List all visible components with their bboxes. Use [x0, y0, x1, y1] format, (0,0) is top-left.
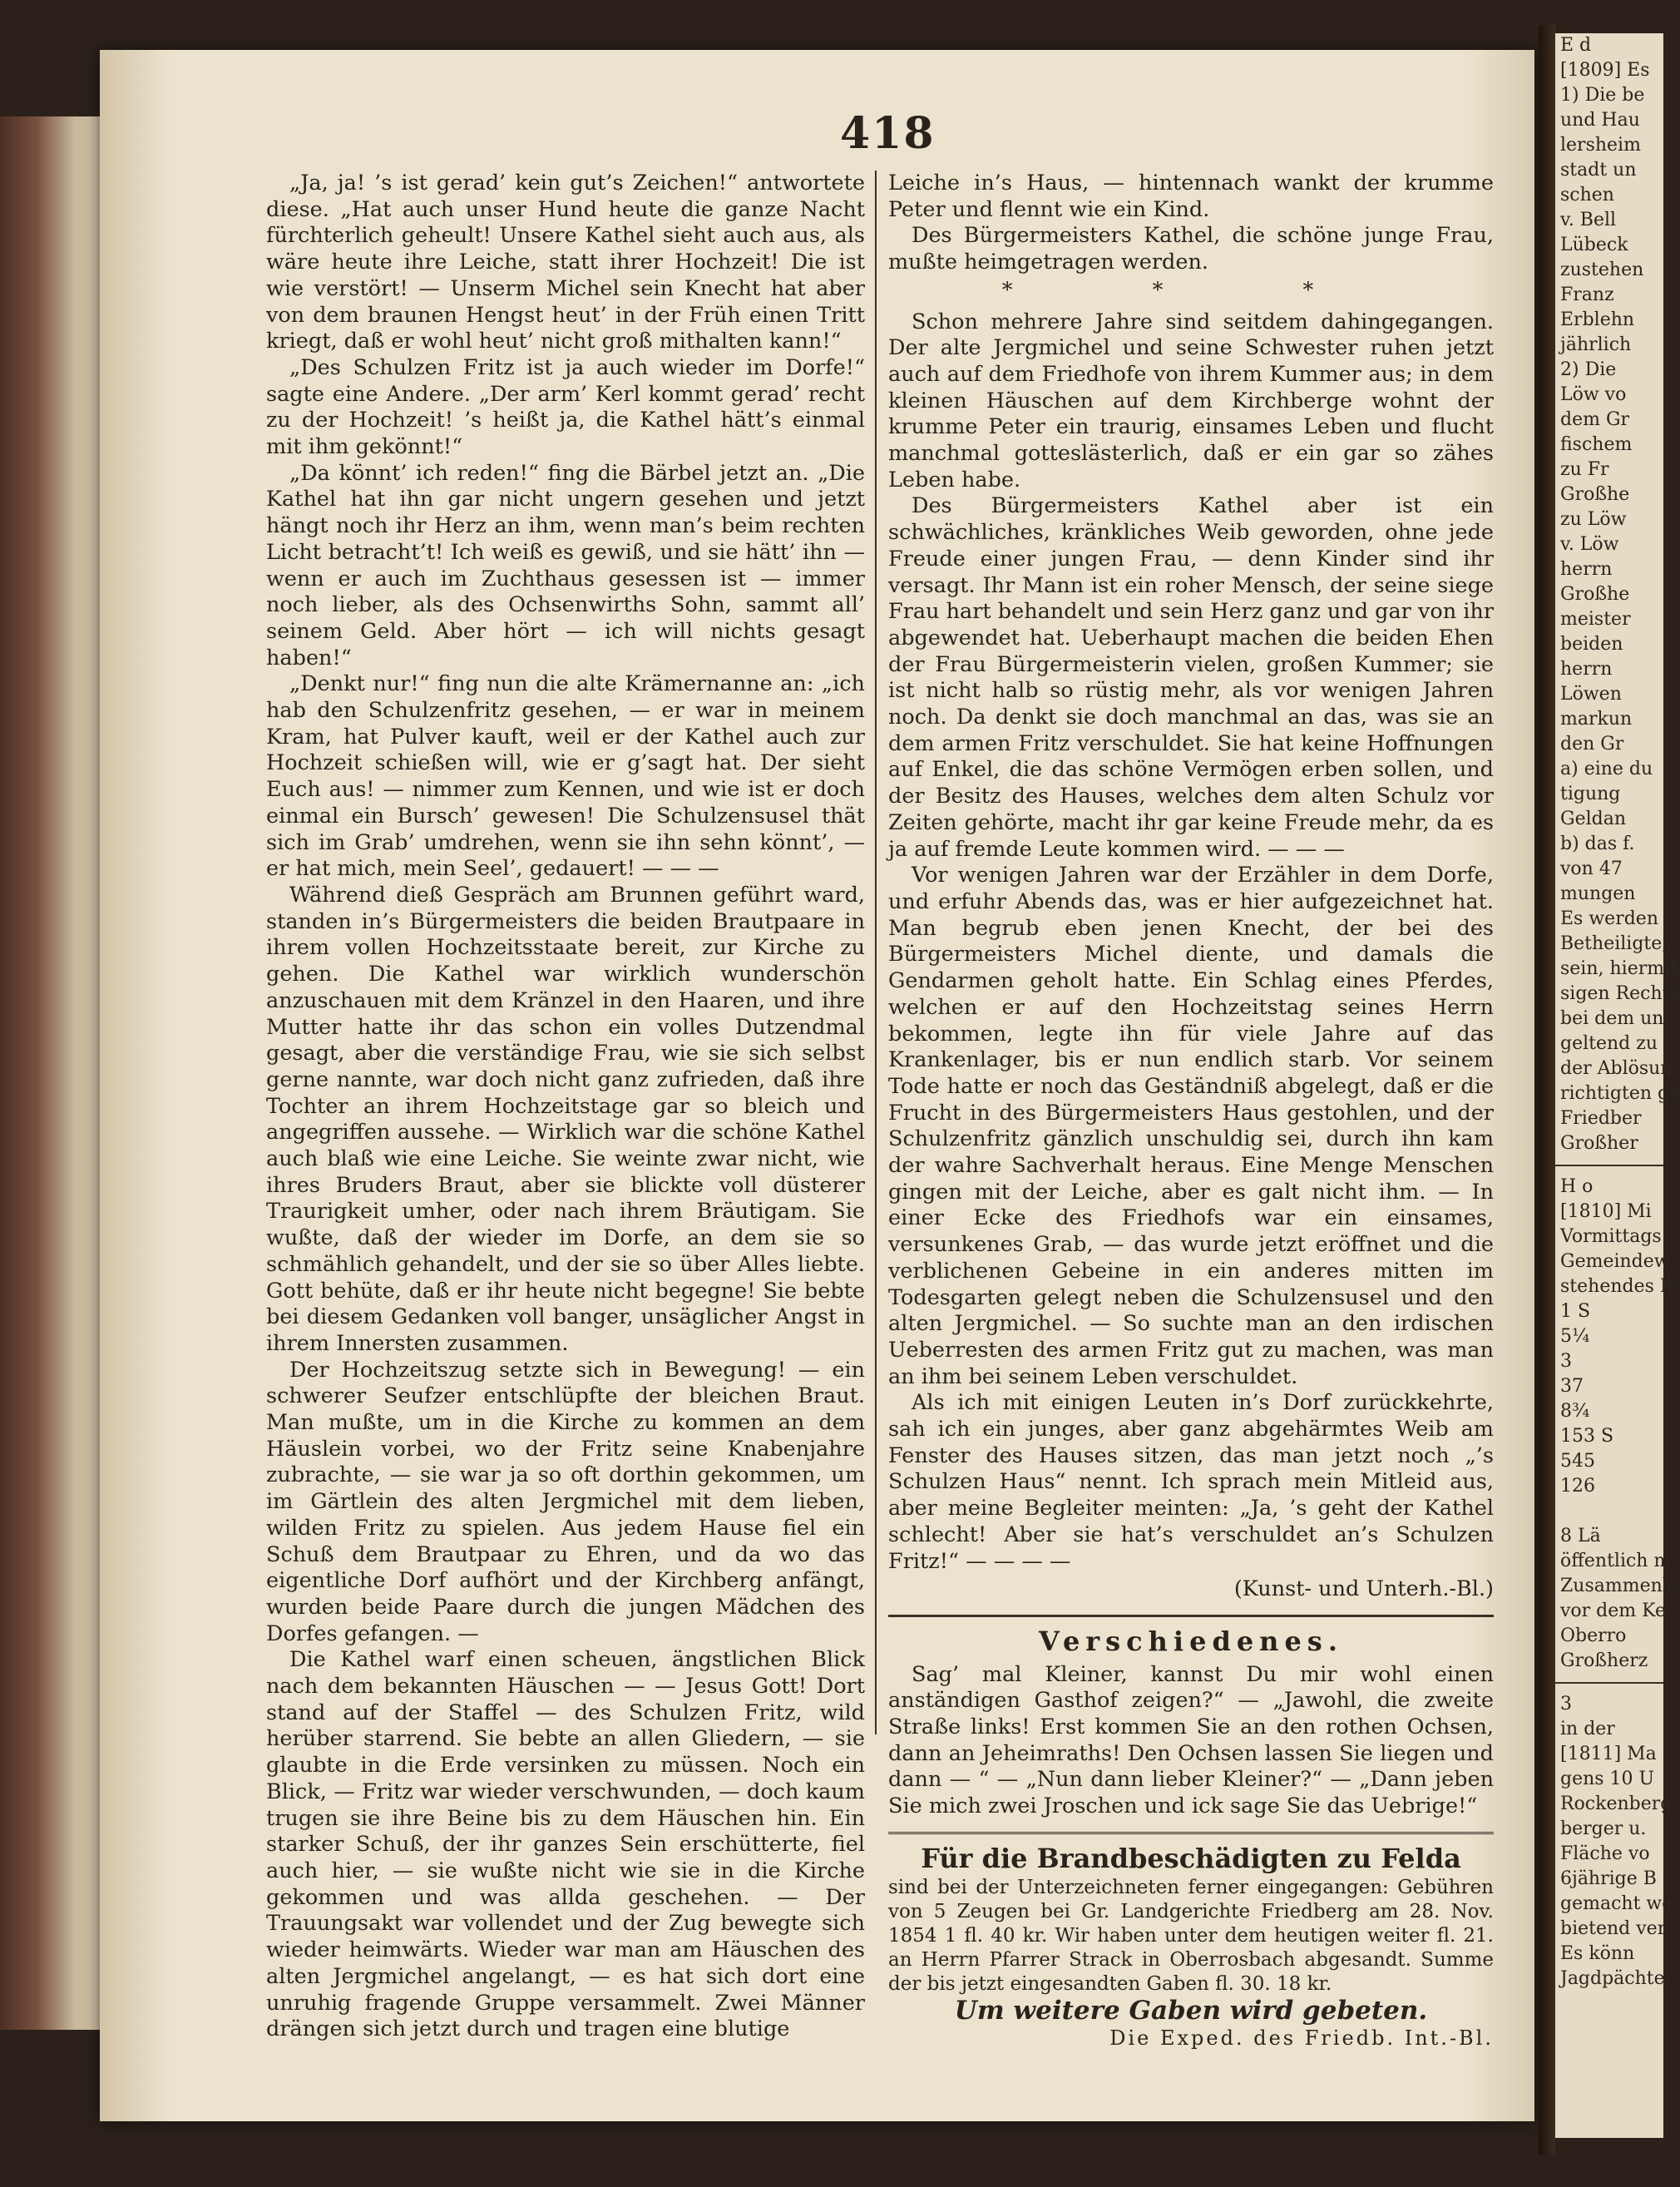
fragment-line: 1) Die be [1560, 85, 1645, 106]
fragment-line: schen [1560, 185, 1614, 205]
notice-signature: Die Exped. des Friedb. Int.-Bl. [1109, 2026, 1494, 2051]
fragment-line: 5¼ [1560, 1326, 1590, 1347]
fragment-line: Rockenberg [1560, 1794, 1673, 1814]
fragment-line: Franz [1560, 285, 1614, 305]
fragment-line: 126 [1560, 1476, 1595, 1497]
fragment-line: Betheiligte, [1560, 933, 1668, 954]
fragment-line: 2) Die [1560, 359, 1617, 380]
fragment-line: und Hau [1560, 110, 1640, 131]
paragraph-continuation: Leiche in’s Haus, — hintennach wankt der krumme Peter und flennt wie ein Kind. [888, 171, 1494, 222]
fragment-divider [1555, 1682, 1663, 1684]
paragraph: Der Hochzeitszug setzte sich in Bewegung! — ein schwerer Seufzer entschlüpfte der bleichen Braut. Man mußte, um in die Kirche zu kommen an dem Häuslein vorbei, wo der Fritz seine Knabenjahre zubrachte, — sie war ja so oft dorthin gekommen, um im Gärtlein des alten Jergmichel mit dem lieben, wilden Fritz zu spielen. Aus jedem Hause fiel ein Schuß dem Brautpaar zu Ehren, und da wo das eigentliche Dorf aufhört und der Kirchberg anfängt, wurden beide Paare durch die jungen Mädchen des Dorfes gefangen. — [266, 1357, 865, 1646]
fragment-line: Großherz [1560, 1650, 1648, 1671]
fragment-line: v. Löw [1560, 534, 1619, 555]
fragment-line: Friedber [1560, 1108, 1642, 1129]
fragment-line: gens 10 U [1560, 1769, 1655, 1789]
fragment-line: berger u. [1560, 1818, 1647, 1839]
paragraph: Schon mehrere Jahre sind seitdem dahingegangen. Der alte Jergmichel und seine Schwester ruhen jetzt auch auf dem Friedhofe von ihrem Kummer aus; in dem kleinen Häuschen auf dem Kirchberge wohnt der krumme Peter ein traurig, einsames Leben und flucht manchmal gotteslästerlich, daß er ein gar so zähes Leben habe. [888, 309, 1494, 492]
right-column [888, 171, 1494, 2052]
notice-title: Für die Brandbeschädigten zu Felda [921, 1842, 1461, 1874]
fragment-line: herrn [1560, 559, 1613, 580]
notice-appeal: Um weitere Gaben wird gebeten. [954, 1995, 1428, 2026]
fragment-line: den Gr [1560, 734, 1624, 755]
paragraph: „Ja, ja! ’s ist gerad’ kein gut’s Zeichen!“ antwortete diese. „Hat auch unser Hund heute die ganze Nacht fürchterlich geheult! Unsere Kathel sieht auch aus, als wäre heute ihre Leiche, statt ihrer Hochzeit! Die ist wie verstört! — Unserm Michel sein Knecht hat aber von dem braunen Hengst heut’ in der Früh einen Tritt kriegt, daß er wohl heut’ nicht groß mithalten kann!“ [266, 171, 865, 354]
section-break-stars: * * * [1001, 277, 1381, 303]
column-divider [875, 171, 877, 1734]
paragraph: Als ich mit einigen Leuten in’s Dorf zurückkehrte, sah ich ein junges, aber ganz abgehärmtes Weib am Fenster des Hauses sitzen, das man jetzt noch „’s Schulzen Haus“ nennt. Ich sprach mein Mitleid aus, aber meine Begleiter meinten: „Ja, ’s geht der Kathel schlecht! Aber sie hat’s verschuldet an’s Schulzen Fritz!“ — — — — [888, 1390, 1494, 1574]
fragment-line: 37 [1560, 1376, 1584, 1397]
fragment-line: Löw vo [1560, 384, 1627, 405]
paragraph: Des Bürgermeisters Kathel, die schöne junge Frau, mußte heimgetragen werden. [888, 223, 1494, 275]
fragment-line: fischem [1560, 434, 1633, 455]
paragraph: Des Bürgermeisters Kathel aber ist ein schwächliches, kränkliches Weib geworden, ohne jede Freude einer jungen Frau, — denn Kinder sind ihr versagt. Ihr Mann ist ein roher Mensch, der seine siege Frau hart behandelt und sein Herz ganz und gar von ihr abgewendet hat. Ueberhaupt machen die beiden Ehen der Frau Bürgermeisterin vielen, großen Kummer; sie ist nicht halb so rüstig mehr, als vor wenigen Jahren noch. Da denkt sie doch manchmal an das, was sie an dem armen Fritz verschuldet. Sie hat keine Hoffnungen auf Enkel, die das schöne Vermögen erben sollen, und der Besitz des Hauses, welches dem alten Schulz vor Zeiten gehörte, macht ihr gar keine Freude mehr, da es ja auf fremde Leute kommen wird. — — — [888, 493, 1495, 862]
fragment-divider [1555, 1165, 1663, 1166]
fragment-line: dem Gr [1560, 409, 1630, 430]
fragment-line: geltend zu [1560, 1033, 1658, 1054]
fragment-line: [1811] Ma [1560, 1744, 1657, 1764]
fragment-line: öffentlich m [1560, 1551, 1672, 1571]
fragment-line: Erblehn [1560, 309, 1635, 330]
fragment-line: lersheim [1560, 135, 1641, 156]
notice-body: sind bei der Unterzeichneten ferner eingegangen: Gebühren von 5 Zeugen bei Gr. Landgerichte Friedberg am 28. Nov. 1854 1 fl. 40 kr. Wir haben unter dem heutigen weiter fl. 21. an Herrn Pfarrer Strack in Oberrosbach abgesandt. Summe der bis jetzt eingesandten Gaben fl. 30. 18 kr. [888, 1876, 1494, 1995]
paragraph: „Da könnt’ ich reden!“ fing die Bärbel jetzt an. „Die Kathel hat ihn gar nicht ungern gesehen und jetzt hängt noch ihr Herz an ihm, wenn man’s beim rechten Licht betracht’t! Ich weiß es gewiß, und sie hätt’ ihn — wenn er auch im Zuchthaus gesessen ist — immer noch lieber, als des Ochsenwirths Sohn, sammt all’ seinem Geld. Aber hört — ich will nichts gesagt haben!“ [266, 460, 865, 670]
fragment-line: Jagdpächte [1560, 1968, 1665, 1989]
section-title-misc: Verschiedenes. [1039, 1625, 1343, 1657]
fragment-line: Großhe [1560, 584, 1630, 605]
divider [888, 1615, 1494, 1617]
fragment-line: Großhe [1560, 484, 1630, 505]
fragment-line: [1809] Es [1560, 60, 1650, 81]
fragment-line: v. Bell [1560, 210, 1617, 230]
fragment-line: 1 S [1560, 1301, 1591, 1322]
fragment-line: b) das f. [1560, 834, 1635, 854]
fragment-line: Geldan [1560, 809, 1626, 829]
fragment-line: Vormittags [1560, 1226, 1662, 1247]
paragraph: Die Kathel warf einen scheuen, ängstlichen Blick nach dem bekannten Häuschen — — Jesus Gott! Dort stand auf der Staffel — des Schulzen Fritz, wild herüber starrend. Sie bebte an allen Gliedern, — sie glaubte in die Erde versinken zu müssen. Noch ein Blick, — Fritz war wieder verschwunden, — doch kaum trugen sie ihre Beine bis zu dem Häuschen hin. Ein starker Schuß, der ihr ganzes Sein erschütterte, fiel auch hier, — sie wußte nicht wie sie in die Kirche gekommen und was allda geschehen. — Der Trauungsakt war vollendet und der Zug bewegte sich wieder heimwärts. Wieder war man am Häuschen des alten Jergmichel angelangt, — es hat sich dort eine unruhig fragende Gruppe versammelt. Zwei Männer drängen sich jetzt durch und tragen eine blutige [266, 1647, 865, 2042]
page-number: 418 [840, 108, 936, 159]
fragment-line: sein, hiermit [1560, 958, 1678, 979]
anecdote-text: Sag’ mal Kleiner, kannst Du mir wohl einen anständigen Gasthof zeigen?“ — „Jawohl, die zweite Straße links! Erst kommen Sie an den rothen Ochsen, dann an Jeheimraths! Den Ochsen lassen Sie liegen und dann — “ — „Nun dann lieber Kleiner?“ — „Dann jeben Sie mich zwei Jroschen und ick sage Sie das Uebrige!“ [888, 1661, 1494, 1819]
fragment-line: 8 Lä [1560, 1526, 1601, 1546]
fragment-line: zu Fr [1560, 459, 1609, 480]
fragment-line: Gemeindew [1560, 1251, 1670, 1272]
fragment-line: Oberro [1560, 1625, 1627, 1646]
fragment-line: 8¾ [1560, 1401, 1590, 1422]
fragment-line: vor dem Ke [1560, 1601, 1667, 1621]
fragment-line: richtigten ge [1560, 1083, 1680, 1104]
left-column [266, 171, 865, 2043]
fragment-line: bietend ver [1560, 1918, 1667, 1939]
fragment-line: 3 [1560, 1694, 1572, 1714]
fragment-line: von 47 [1560, 858, 1623, 879]
paragraph: Während dieß Gespräch am Brunnen geführt ward, standen in’s Bürgermeisters die beiden Brautpaare in ihrem vollen Hochzeitsstaate bereit, zur Kirche zu gehen. Die Kathel war wirklich wunderschön anzuschauen mit dem Kränzel in den Haaren, und ihre Mutter hatte ihr das schon ein volles Dutzendmal gesagt, aber die verständige Frau, wie sie sich selbst gerne nannte, war doch nicht ganz zufrieden, daß ihre Tochter an ihrem Hochzeitstage gar so bleich und angegriffen aussehe. — Wirklich war die schöne Kathel auch blaß wie eine Leiche. Sie weinte zwar nicht, wie ihres Bruders Braut, aber sie blickte voll düsterer Traurigkeit umher, oder nach ihrem Bräutigam. Sie wußte, daß der wieder im Dorfe, an dem sie so schmählich gehandelt, und der sie so über Alles liebte. Gott behüte, daß er ihr heute nicht begegne! Sie bebte bei diesem Gedanken voll banger, unsäglicher Angst in ihrem Innersten zusammen. [266, 882, 865, 1356]
fragment-line: der Ablösun [1560, 1058, 1673, 1079]
fragment-line: zu Löw [1560, 509, 1627, 530]
fragment-line: Lübeck [1560, 235, 1628, 255]
fragment-line: [1810] Mi [1560, 1201, 1652, 1222]
fragment-line: Zusammenk [1560, 1576, 1674, 1596]
fragment-line: Fläche vo [1560, 1843, 1650, 1864]
fragment-line: E d [1560, 35, 1592, 56]
paragraph: Vor wenigen Jahren war der Erzähler in dem Dorfe, und erfuhr Abends das, was er hier aufgezeichnet hat. Man begrub eben jenen Knecht, der bei des Bürgermeisters Michel diente, und damals die Gendarmen geholt hatte. Ein Schlag eines Pferdes, welchen er auf den Hochzeitstag seines Herrn bekommen, legte ihn für viele Jahre auf das Krankenlager, bis er nun endlich starb. Vor seinem Tode hatte er noch das Geständniß abgelegt, daß er die Frucht in des Bürgermeisters Haus gestohlen, und der Schulzenfritz gänzlich unschuldig sei, durch ihn kam der wahre Sachverhalt heraus. Eine Menge Menschen gingen mit der Leiche, aber es galt nicht ihm. — In einer Ecke des Friedhofs war ein einsames, versunkenes Grab, — das wurde jetzt eröffnet und die verblichenen Gebeine in ein anderes mitten im Todesgarten gelegt neben die Schulzensusel und den alten Jergmichel. — So suchte man an den irdischen Ueberresten des armen Fritz gut zu machen, was man an ihm bei seinem Leben verschuldet. [888, 863, 1494, 1389]
fragment-line: H o [1560, 1176, 1594, 1197]
fragment-line: in der [1560, 1719, 1615, 1739]
fragment-line: bei dem un [1560, 1008, 1664, 1029]
fragment-line: 3 [1560, 1351, 1572, 1372]
fragment-line: stehendes H [1560, 1276, 1677, 1297]
fragment-line [1555, 1499, 1663, 1524]
fragment-line: Es werden [1560, 908, 1658, 929]
source-citation: (Kunst- und Unterh.-Bl.) [1233, 1576, 1494, 1602]
fragment-line: gemacht we [1560, 1893, 1673, 1914]
paragraph: „Des Schulzen Fritz ist ja auch wieder im Dorfe!“ sagte eine Andere. „Der arm’ Kerl kommt gerad’ recht zu der Hochzeit! ’s heißt ja, die Kathel hätt’s einmal mit ihm gekönnt!“ [266, 354, 865, 460]
paragraph: „Denkt nur!“ fing nun die alte Krämernanne an: „ich hab den Schulzenfritz gesehen, — er war in meinem Kram, hat Pulver kauft, weil er der Kathel auch zur Hochzeit schießen will, wie er g’sagt hat. Der sieht Euch aus! — nimmer zum Kennen, und wie ist er doch einmal ein Bursch’ gewesen! Die Schulzensusel thät sich im Grab’ umdrehen, wenn sie ihn sehn könnt’, — er hat mich, mein Seel’, gedauert! — — — [266, 671, 865, 882]
fragment-line: tigung [1560, 784, 1621, 804]
fragment-line: 6jährige B [1560, 1868, 1657, 1889]
fragment-line: stadt un [1560, 160, 1637, 181]
fragment-line: 545 [1560, 1451, 1595, 1472]
fragment-line: herrn [1560, 659, 1613, 680]
fragment-line: beiden [1560, 634, 1623, 655]
fragment-line: jährlich [1560, 334, 1632, 355]
fragment-line: meister [1560, 609, 1631, 630]
fragment-line: Es könn [1560, 1943, 1635, 1964]
fragment-line: Großher [1560, 1133, 1638, 1154]
fragment-line: zustehen [1560, 260, 1644, 280]
fragment-line: sigen Rechts [1560, 983, 1679, 1004]
page-right-fragment [1555, 33, 1680, 2138]
fragment-line: Löwen [1560, 684, 1622, 705]
fragment-line: 153 S [1560, 1426, 1614, 1447]
fragment-line: markun [1560, 709, 1633, 730]
fragment-line: mungen [1560, 883, 1636, 904]
book-gutter [1539, 25, 1555, 2155]
divider [888, 1832, 1494, 1834]
fragment-line: a) eine du [1560, 759, 1653, 779]
